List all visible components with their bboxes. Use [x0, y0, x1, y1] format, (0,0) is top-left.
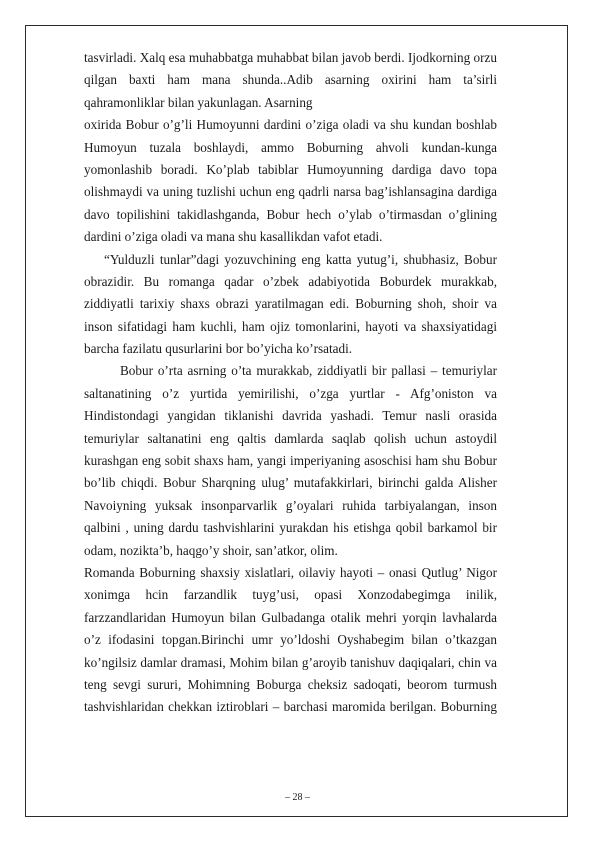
- text-line: saltanatining o’z yurtida yemirilishi, o’zga yurtlar - Afg’oniston va: [84, 385, 497, 401]
- text-line: tasvirladi. Xalq esa muhabbatga muhabbat bilan javob berdi. Ijodkorning orzu: [84, 50, 497, 65]
- text-line: obrazidir. Bu romanga qadar o’zbek adabiyotida Boburdek murakkab,: [84, 273, 497, 289]
- text-line: xonimga hcin farzandlik tuyg’usi, opasi Xonzodabegimga inilik,: [84, 587, 497, 603]
- text-line: tashvishlaridan chekkan iztiroblari – barchasi maromida berilgan. Boburning: [84, 699, 497, 715]
- text-line: qahramonliklar bilan yakunlagan. Asarning: [84, 94, 313, 110]
- text-line: ziddiyatli tarixiy shaxs obrazi yaratilmagan edi. Boburning shoh, shoir va: [84, 296, 497, 312]
- text-line: ko’ngilsiz damlar dramasi, Mohim bilan g’aroyib tanishuv daqiqalari, chin va: [84, 654, 497, 670]
- document-body: [84, 47, 497, 719]
- text-line: oxirida Bobur o’g’li Humoyunni dardini o’ziga oladi va shu kundan boshlab: [84, 117, 497, 133]
- text-line: teng sevgi sururi, Mohimning Boburga cheksiz sadoqati, beorom turmush: [84, 676, 497, 692]
- text-line: temuriylar saltanatini eng qaltis damlarda saqlab qolish uchun astoydil: [84, 430, 497, 446]
- text-line: bo’lib chiqdi. Bobur Sharqning ulug’ mutafakkirlari, birinchi galda Alisher: [84, 475, 497, 491]
- text-line: davo topilishini takidlashganda, Bobur hech o’ylab o’tirmasdan o’glining: [84, 206, 497, 222]
- text-line: dardini o’ziga oladi va mana shu kasallikdan vafot etadi.: [84, 229, 383, 245]
- text-line: Bobur o’rta asrning o’ta murakkab, ziddiyatli bir pallasi – temuriylar: [120, 363, 497, 379]
- text-line: Navoiyning yuksak insonparvarlik g’oyalari ruhida tarbiyalangan, inson: [84, 497, 497, 513]
- text-line: farzzandlaridan Humoyun bilan Gulbadanga otalik mehri yorqin lavhalarda: [84, 609, 497, 625]
- text-line: inson sifatidagi ham kuchli, ham ojiz tomonlarini, hayoti va shaxsiyatidagi: [84, 318, 497, 334]
- text-line: yomonlashib boradi. Ko’plab tabiblar Humoyunning dardiga davo topa: [84, 161, 497, 177]
- text-line: o’z ifodasini topgan.Birinchi umr yo’ldoshi Oyshabegim bilan o’tkazgan: [84, 632, 497, 648]
- text-line: odam, nozikta’b, haqgo’y shoir, san’atkor, olim.: [84, 542, 338, 558]
- text-line: barcha fazilatu qusurlarini bor bo’yicha ko’rsatadi.: [84, 341, 353, 357]
- text-line: Hindistondagi yangidan tiklanishi davrida yashadi. Temur nasli orasida: [84, 408, 497, 424]
- page-number: – 28 –: [285, 792, 310, 803]
- text-line: Humoyun tuzala boshlaydi, ammo Boburning ahvoli kundan-kunga: [84, 139, 497, 155]
- text-line: olishmaydi va uning tuzlishi uchun eng qadrli narsa bag’ishlansagina dardiga: [84, 184, 497, 200]
- text-line: Romanda Boburning shaxsiy xislatlari, oilaviy hayoti – onasi Qutlug’ Nigor: [84, 564, 497, 580]
- text-line: qalbini , uning dardu tashvishlarini yurakdan his etishga qobil barkamol bir: [84, 520, 497, 536]
- text-line: kurashgan eng sobit shaxs ham, yangi imperiyaning asoschisi ham shu Bobur: [84, 453, 497, 469]
- text-line: qilgan baxti ham mana shunda..Adib asarning oxirini ham ta’sirli: [84, 72, 497, 88]
- text-line: “Yulduzli tunlar”dagi yozuvchining eng katta yutug’i, shubhasiz, Bobur: [104, 251, 497, 267]
